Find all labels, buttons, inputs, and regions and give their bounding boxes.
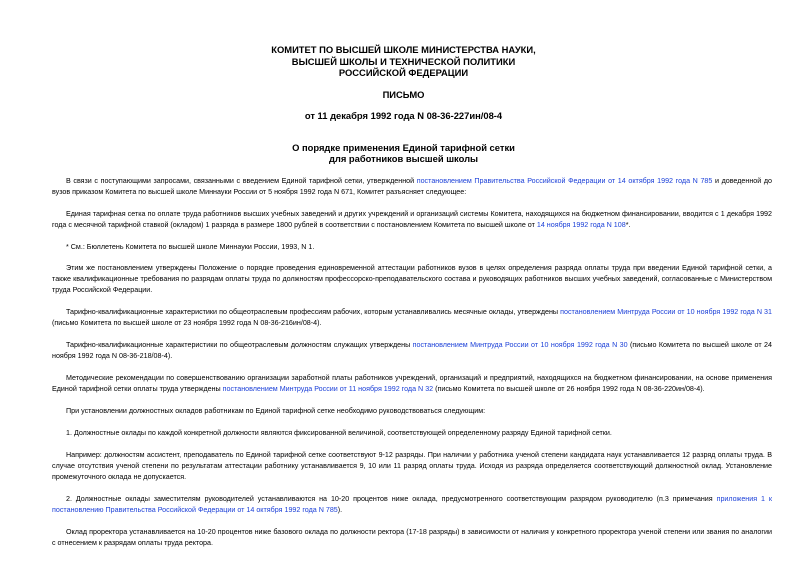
link-appendix-1-resolution-785[interactable]: приложения 1 к постановлению Правительства Российской Федерации от 14 октября 1992 года N 785 <box>52 495 773 514</box>
document-title-line-1: О порядке применения Единой тарифной сетки <box>292 141 515 153</box>
link-resolution-108[interactable]: 14 ноября 1992 года N 108 <box>536 221 626 229</box>
paragraph-11: Оклад проректора устанавливается на 10-20 процентов ниже базового оклада по должности ректора (17-18 разряды) в зависимости от наличия у конкретного проректора ученой степени или звания по аналогии с отнесением к разрядам оплаты труда ректора. <box>52 528 772 547</box>
link-resolution-785[interactable]: постановлением Правительства Российской Федерации от 14 октября 1992 года N 785 <box>416 177 713 185</box>
paragraph-7: При установлении должностных окладов работникам по Единой тарифной сетке необходимо руководствоваться следующим: <box>66 407 486 415</box>
paragraph-8: 1. Должностные оклады по каждой конкретной должности являются фиксированной величиной, соответствующей определенному разряду Единой тарифной сетки. <box>66 429 612 437</box>
issuer-line-2: ВЫСШЕЙ ШКОЛЫ И ТЕХНИЧЕСКОЙ ПОЛИТИКИ <box>291 55 516 67</box>
paragraph-3: Этим же постановлением утверждены Положение о порядке проведения единовременной аттестации работников вузов в целях определения разряда оплаты труда при введении Единой тарифной сетки, а также квалификационные требования по разрядам оплаты труда по должностям профессорско-преподавательского состава и руководящих работников высших учебных заведений, согласованные с Министерством труда Российской Федерации. <box>52 264 772 294</box>
document-body <box>52 176 772 560</box>
link-mintrud-30[interactable]: постановлением Минтруда России от 10 ноября 1992 года N 30 <box>412 341 628 349</box>
paragraph-10: 2. Должностные оклады заместителям руководителей устанавливаются на 10-20 процентов ниже оклада, предусмотренного соответствующим разрядом руководителю (п.3 примечания приложения 1 к постановлению Правительства Российской Федерации от 14 октября 1992 года N 785). <box>52 495 773 514</box>
paragraph-2: Единая тарифная сетка по оплате труда работников высших учебных заведений и других учреждений и организаций системы Комитета, находящихся на бюджетном финансировании, вводится с 1 декабря 1992 года с месячной тарифной ставкой (окладом) 1 разряда в размере 1800 рублей в соответствии с постановлением Комитета по высшей школе от 14 ноября 1992 года N 108*. <box>52 210 772 229</box>
issuer-line-3: РОССИЙСКОЙ ФЕДЕРАЦИИ <box>338 67 469 78</box>
document-date-number: от 11 декабря 1992 года N 08-36-227ин/08-4 <box>304 110 503 121</box>
paragraph-9: Например: должностям ассистент, преподаватель по Единой тарифной сетке соответствуют 9-12 разряды. При наличии у работника ученой степени кандидата наук устанавливается 12 разряд оплаты труда. В случае отсутствия ученой степени по результатам аттестации работнику устанавливается 9, 10 или 11 разряд оплаты труда. Исходя из разряда определяется соответствующий должностной оклад. Установление промежуточного оклада не допускается. <box>52 451 772 481</box>
issuer-line-1: КОМИТЕТ ПО ВЫСШЕЙ ШКОЛЕ МИНИСТЕРСТВА НАУКИ, <box>271 44 536 55</box>
document-title-line-2: для работников высшей школы <box>328 153 479 164</box>
paragraph-5: Тарифно-квалификационные характеристики по общеотраслевым должностям служащих утверждены постановлением Минтруда России от 10 ноября 1992 года N 30 (письмо Комитета по высшей школе от 24 ноября 1992 года N 08-36-218/08-4). <box>52 341 772 360</box>
paragraph-6: Методические рекомендации по совершенствованию организации заработной платы работников учреждений, организаций и предприятий, находящихся на бюджетном финансировании, на основе применения Единой тарифной сетки оплаты труда утверждены постановлением Минтруда России от 11 ноября 1992 года N 32 (письмо Комитета по высшей школе от 26 ноября 1992 года N 08-36-220ин/08-4). <box>52 374 772 393</box>
footnote: * См.: Бюллетень Комитета по высшей школе Миннауки России, 1993, N 1. <box>66 243 315 251</box>
link-mintrud-31[interactable]: постановлением Минтруда России от 10 ноября 1992 года N 31 <box>560 308 772 316</box>
document-header <box>0 44 807 165</box>
paragraph-1: В связи с поступающими запросами, связанными с введением Единой тарифной сетки, утвержденной постановлением Правительства Российской Федерации от 14 октября 1992 года N 785 и доведенной до вузов приказом Комитета по высшей школе Миннауки России от 5 ноября 1992 года N 671, Комитет разъясняет следующее: <box>52 177 772 196</box>
paragraph-4: Тарифно-квалификационные характеристики по общеотраслевым профессиям рабочих, которым устанавливались месячные оклады, утверждены постановлением Минтруда России от 10 ноября 1992 года N 31 (письмо Комитета по высшей школе от 23 ноября 1992 года N 08-36-216ин/08-4). <box>52 308 772 327</box>
link-mintrud-32[interactable]: постановлением Минтруда России от 11 ноября 1992 года N 32 <box>222 385 434 393</box>
document-type: ПИСЬМО <box>382 88 425 100</box>
